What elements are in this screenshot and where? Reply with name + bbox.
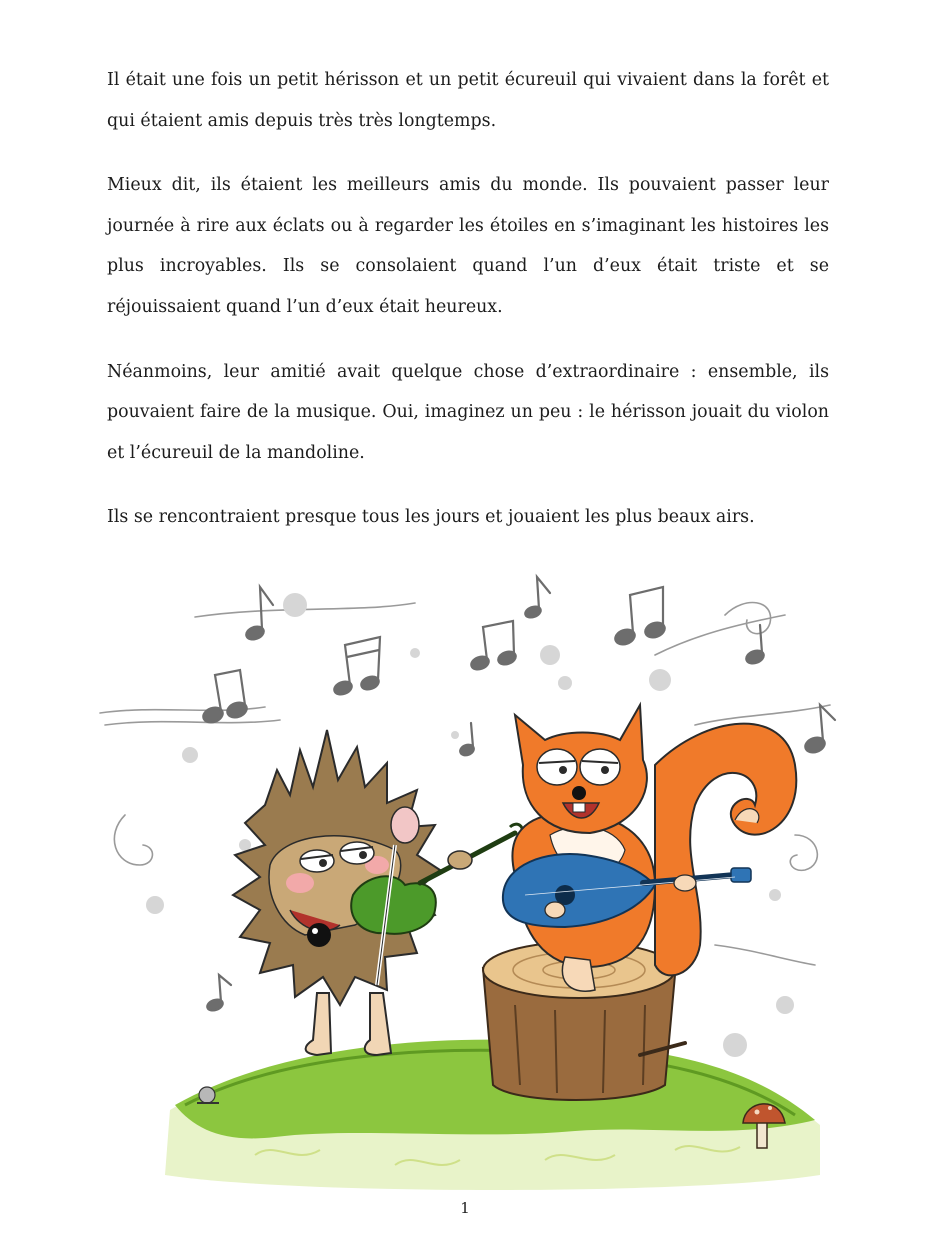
page-number: 1 <box>460 1199 470 1217</box>
paragraph-4: Ils se rencontraient presque tous les jours et jouaient les plus beaux airs. <box>107 507 755 528</box>
floating-bubbles <box>146 593 794 1057</box>
wind-lines <box>100 603 830 965</box>
squirrel <box>512 705 796 991</box>
paragraph-1: Il était une fois un petit hérisson et un petit écureuil qui vivaient dans la forêt et qui étaient amis depuis très très longtemps. <box>107 70 829 131</box>
musicians-illustration <box>95 565 840 1205</box>
paragraph-3: Néanmoins, leur amitié avait quelque chose d’extraordinaire : ensemble, ils pouvaient faire de la musique. Oui, imaginez un peu : le hérisson jouait du violon et l’écureuil de la mandoline. <box>107 361 829 463</box>
story-text <box>107 60 829 562</box>
paragraph-2: Mieux dit, ils étaient les meilleurs amis du monde. Ils pouvaient passer leur journée à rire aux éclats ou à regarder les étoiles en s’imaginant les histoires les plus incroyables. Ils se consolaient quand l’un d’eux était triste et se réjouissaient quand l’un d’eux était heureux. <box>107 175 829 317</box>
